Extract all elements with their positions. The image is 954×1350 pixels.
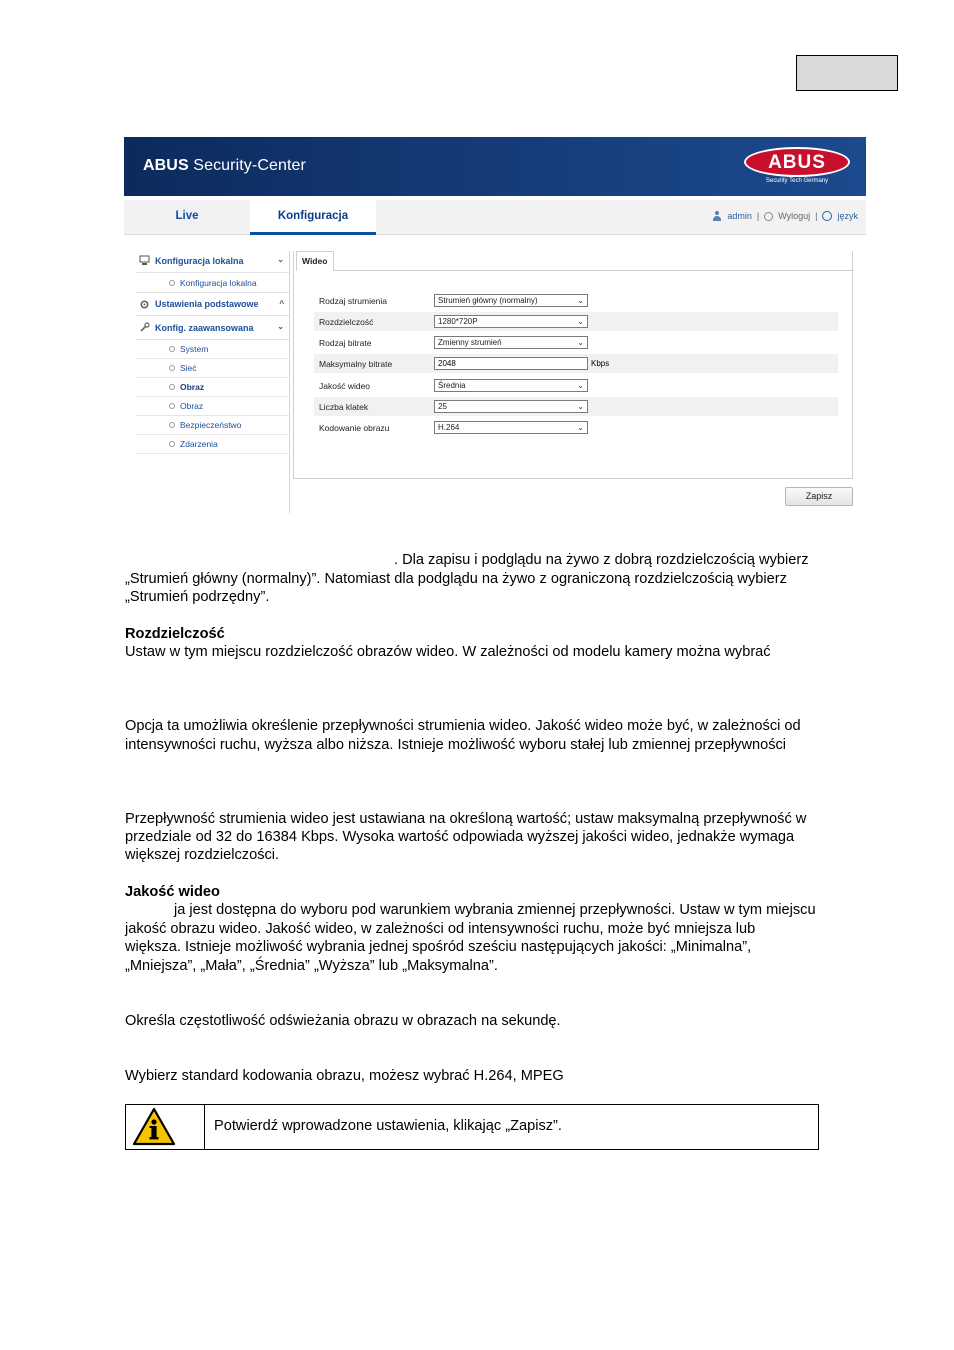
doc-line: intensywności ruchu, wyższa albo niższa. Istnieje możliwość wyboru stałej lub zmiennej przepływności: [125, 737, 787, 753]
doc-line: Ustaw w tym miejscu rozdzielczość obrazów wideo. W zależności od modelu kamery można wybrać: [125, 644, 771, 660]
sidebar-item-label: Obraz: [180, 401, 204, 411]
logo-tagline: Security Tech Germany: [765, 178, 829, 184]
field-label: Rozdzielczość: [319, 316, 374, 327]
sidebar-local-config[interactable]: [136, 249, 290, 273]
language-link[interactable]: język: [837, 211, 858, 221]
user-icon: [712, 211, 722, 221]
tab-live[interactable]: Live: [175, 210, 199, 222]
bullet-icon: [169, 365, 175, 371]
max-bitrate-input[interactable]: 2048: [434, 357, 588, 370]
chevron-down-icon: ⌄: [277, 322, 284, 331]
app-title-rest: Security-Center: [193, 157, 306, 174]
note-text: Potwierdź wprowadzone ustawienia, klikając „Zapisz”.: [214, 1118, 562, 1134]
sidebar-basic-settings-label: Ustawienia podstawowe: [155, 299, 259, 309]
chevron-down-icon: ⌄: [577, 402, 584, 411]
bullet-icon: [169, 346, 175, 352]
logout-icon[interactable]: [764, 212, 773, 221]
max-bitrate-row: [314, 354, 838, 373]
sidebar-item-label: Konfiguracja lokalna: [180, 277, 257, 288]
bullet-icon: [169, 384, 175, 390]
sidebar-item-image-active[interactable]: [136, 378, 290, 397]
sidebar-basic-settings[interactable]: [136, 292, 290, 316]
sidebar-advanced-config[interactable]: [136, 316, 290, 340]
save-button[interactable]: Zapisz: [785, 487, 853, 506]
user-bar: [712, 211, 858, 221]
warning-info-icon: [126, 1105, 205, 1149]
chevron-down-icon: ⌄: [577, 423, 584, 432]
wrench-icon: [139, 322, 150, 333]
gear-icon: [139, 299, 150, 310]
sidebar-item-label: Obraz: [180, 382, 205, 392]
sidebar-item-image[interactable]: [136, 397, 290, 416]
encoding-row: [314, 418, 838, 437]
sidebar-item-network[interactable]: [136, 359, 290, 378]
doc-line: „Mniejsza”, „Mała”, „Średnia” „Wyższa” lub „Maksymalna”.: [125, 958, 498, 974]
tab-video[interactable]: Wideo: [296, 251, 334, 271]
app-screenshot: [124, 137, 866, 517]
doc-line: większej rozdzielczości.: [125, 847, 280, 863]
select-value: Zmienny strumień: [438, 338, 502, 347]
sidebar-divider: [289, 251, 290, 513]
logo-text: ABUS: [768, 152, 826, 173]
doc-line: Przepływność strumienia wideo jest ustawiana na określoną wartość; ustaw maksymalną przepływność w: [125, 811, 807, 827]
resolution-select[interactable]: [434, 315, 588, 328]
separator: |: [815, 211, 818, 221]
bitrate-type-row: [314, 333, 838, 352]
chevron-down-icon: ⌄: [577, 338, 584, 347]
chevron-down-icon: ⌄: [577, 381, 584, 390]
computer-icon: [139, 255, 150, 266]
sidebar-advanced-config-label: Konfig. zaawansowana: [155, 322, 254, 333]
app-title-bold: ABUS: [143, 157, 189, 174]
stream-type-select[interactable]: [434, 294, 588, 307]
main-nav: [124, 200, 866, 235]
sidebar-local-config-label: Konfiguracja lokalna: [155, 255, 244, 266]
doc-line: Wybierz standard kodowania obrazu, możesz wybrać H.264, MPEG: [125, 1068, 564, 1084]
doc-heading: Rozdzielczość: [125, 626, 225, 642]
bitrate-type-select[interactable]: [434, 336, 588, 349]
unit-label: Kbps: [591, 359, 610, 368]
sidebar-item-events[interactable]: [136, 435, 290, 454]
field-label: Rodzaj strumienia: [319, 295, 388, 306]
select-value: 25: [438, 402, 447, 411]
doc-line: „Strumień podrzędny”.: [125, 589, 270, 605]
doc-line: Opcja ta umożliwia określenie przepływności strumienia wideo. Jakość wideo może być, w zależności od: [125, 718, 801, 734]
stream-type-row: [314, 291, 838, 310]
bullet-icon: [169, 422, 175, 428]
frame-rate-row: [314, 397, 838, 416]
page-number-box: [796, 55, 898, 91]
sidebar-item-label: System: [180, 344, 209, 354]
sidebar-item-label: Zdarzenia: [180, 439, 218, 449]
doc-heading: Jakość wideo: [125, 884, 220, 900]
tab-divider: [334, 270, 854, 271]
sidebar-item-label: Sieć: [180, 363, 197, 373]
field-label: Liczba klatek: [319, 401, 369, 412]
chevron-down-icon: ⌄: [577, 296, 584, 305]
bullet-icon: [169, 280, 175, 286]
doc-line: przedziale od 32 do 16384 Kbps. Wysoka wartość odpowiada wyższej jakości wideo, jednakże wymaga: [125, 829, 795, 845]
app-title: [143, 157, 306, 175]
select-value: H.264: [438, 423, 460, 432]
encoding-select[interactable]: [434, 421, 588, 434]
doc-line: Określa częstotliwość odświeżania obrazu w obrazach na sekundę.: [125, 1013, 561, 1029]
select-value: Strumień główny (normalny): [438, 296, 538, 305]
select-value: 1280*720P: [438, 317, 478, 326]
logout-link[interactable]: Wyloguj: [778, 211, 811, 221]
field-label: Jakość wideo: [319, 380, 371, 391]
field-label: Rodzaj bitrate: [319, 337, 372, 348]
select-value: Średnia: [438, 381, 466, 390]
tab-configuration[interactable]: Konfiguracja: [250, 200, 376, 235]
video-quality-select[interactable]: [434, 379, 588, 392]
bullet-icon: [169, 403, 175, 409]
sidebar: [136, 249, 290, 454]
doc-line: . Dla zapisu i podglądu na żywo z dobrą rozdzielczością wybierz: [394, 552, 809, 568]
sidebar-item-security[interactable]: [136, 416, 290, 435]
doc-line: większa. Istnieje możliwość wybrania jednej spośród sześciu następujących jakości: „Minimalna”,: [125, 939, 752, 955]
note-icon-cell: [126, 1105, 205, 1149]
chevron-down-icon: ⌄: [577, 317, 584, 326]
info-note: [125, 1104, 819, 1150]
header-banner: [124, 137, 866, 196]
username: admin: [727, 211, 752, 221]
sidebar-item-local-config[interactable]: [136, 273, 290, 292]
sidebar-item-system[interactable]: [136, 340, 290, 359]
video-quality-row: [314, 376, 838, 395]
chevron-up-icon: ^: [279, 299, 284, 308]
sidebar-item-label: Bezpieczeństwo: [180, 420, 242, 430]
field-label: Kodowanie obrazu: [319, 422, 390, 433]
frame-rate-select[interactable]: [434, 400, 588, 413]
globe-icon[interactable]: [822, 211, 832, 221]
doc-line: jakość obrazu wideo. Jakość wideo, w zależności od intensywności ruchu, może być mniejsza lub: [125, 921, 756, 937]
resolution-row: [314, 312, 838, 331]
field-label: Maksymalny bitrate: [319, 358, 393, 369]
chevron-down-icon: ⌄: [277, 255, 284, 264]
doc-line: ja jest dostępna do wyboru pod warunkiem wybrania zmiennej przepływności. Ustaw w tym miejscu: [174, 902, 816, 918]
doc-line: „Strumień główny (normalny)”. Natomiast dla podglądu na żywo z ograniczoną rozdzielczością wybierz: [125, 571, 787, 587]
abus-logo: [744, 147, 850, 187]
bullet-icon: [169, 441, 175, 447]
separator: |: [756, 211, 760, 221]
video-settings-panel: [293, 251, 853, 479]
